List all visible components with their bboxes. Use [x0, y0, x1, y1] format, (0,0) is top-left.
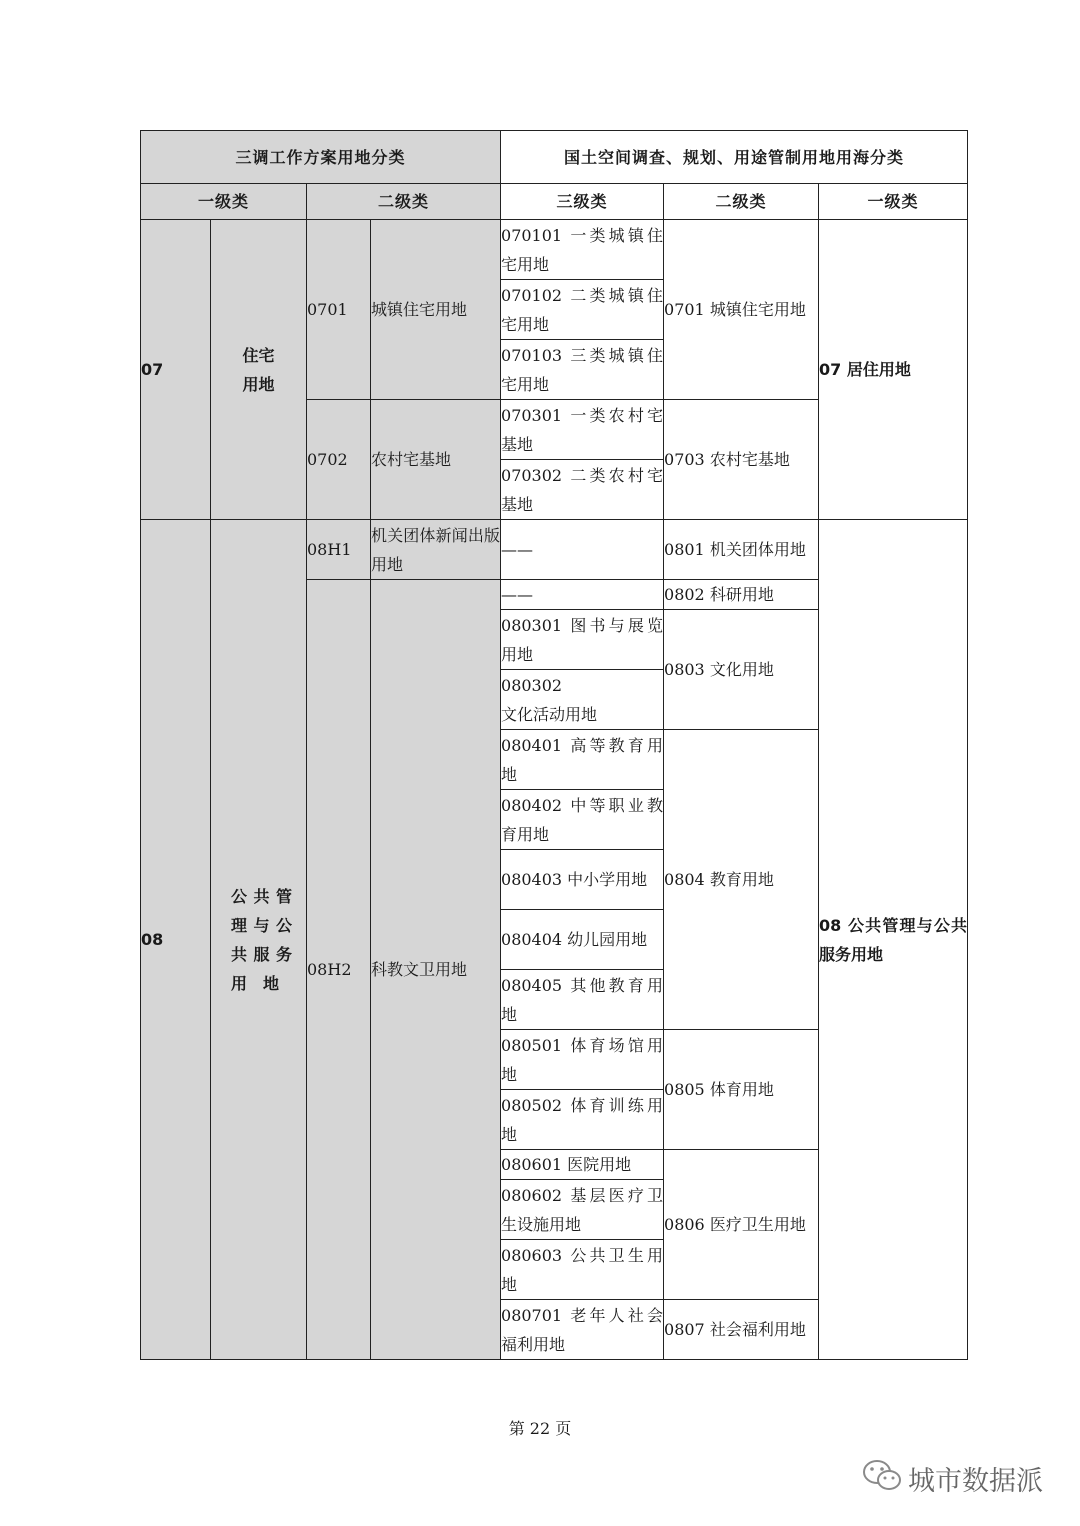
land-classification-table [140, 130, 968, 1360]
class-code-08: 08 [141, 520, 211, 1360]
l3-080603: 080603 公共卫生用地 [501, 1240, 664, 1300]
wechat-icon [862, 1458, 902, 1499]
sub-name-08H2: 科教文卫用地 [371, 580, 501, 1360]
l3-080405: 080405 其他教育用地 [501, 970, 664, 1030]
l3-080602: 080602 基层医疗卫生设施用地 [501, 1180, 664, 1240]
l3-080403: 080403 中小学用地 [501, 850, 664, 910]
l3-080502: 080502 体育训练用地 [501, 1090, 664, 1150]
l3-080501: 080501 体育场馆用地 [501, 1030, 664, 1090]
col-level2-right: 二级类 [664, 184, 819, 220]
l3-070302: 070302 二类农村宅基地 [501, 460, 664, 520]
sub-code-08H2: 08H2 [307, 580, 371, 1360]
sub-code-0701: 0701 [307, 220, 371, 400]
l3-080301: 080301 图书与展览用地 [501, 610, 664, 670]
l2-0802: 0802 科研用地 [664, 580, 819, 610]
col-level1-right: 一级类 [819, 184, 968, 220]
l2-0805: 0805 体育用地 [664, 1030, 819, 1150]
sub-code-08H1: 08H1 [307, 520, 371, 580]
left-section-title: 三调工作方案用地分类 [141, 131, 501, 184]
l3-080402: 080402 中等职业教育用地 [501, 790, 664, 850]
l2-0803: 0803 文化用地 [664, 610, 819, 730]
l3-080302: 080302 文化活动用地 [501, 670, 664, 730]
page-number: 第 22 页 [508, 1419, 572, 1438]
l2-0703: 0703 农村宅基地 [664, 400, 819, 520]
l2-0801: 0801 机关团体用地 [664, 520, 819, 580]
l3-070301: 070301 一类农村宅基地 [501, 400, 664, 460]
class-name-07: 住宅 用地 [211, 220, 307, 520]
l2-0806: 0806 医疗卫生用地 [664, 1150, 819, 1300]
l3-070103: 070103 三类城镇住宅用地 [501, 340, 664, 400]
class-name-08: 公共管理与公共服务用 地 [211, 520, 307, 1360]
l3-08H1-none: —— [501, 520, 664, 580]
col-level1-left: 一级类 [141, 184, 307, 220]
l1-08: 08 公共管理与公共服务用地 [819, 520, 968, 1360]
l2-0804: 0804 教育用地 [664, 730, 819, 1030]
sub-name-08H1: 机关团体新闻出版用地 [371, 520, 501, 580]
watermark [862, 1458, 1043, 1499]
l2-0701: 0701 城镇住宅用地 [664, 220, 819, 400]
sub-code-0702: 0702 [307, 400, 371, 520]
col-level3-right: 三级类 [501, 184, 664, 220]
l3-080404: 080404 幼儿园用地 [501, 910, 664, 970]
l3-080701: 080701 老年人社会福利用地 [501, 1300, 664, 1360]
right-section-title: 国土空间调查、规划、用途管制用地用海分类 [501, 131, 968, 184]
l3-080401: 080401 高等教育用地 [501, 730, 664, 790]
l3-070102: 070102 二类城镇住宅用地 [501, 280, 664, 340]
col-level2-left: 二级类 [307, 184, 501, 220]
sub-name-0701: 城镇住宅用地 [371, 220, 501, 400]
l2-0807: 0807 社会福利用地 [664, 1300, 819, 1360]
class-code-07: 07 [141, 220, 211, 520]
l1-07: 07 居住用地 [819, 220, 968, 520]
l3-070101: 070101 一类城镇住宅用地 [501, 220, 664, 280]
l3-080601: 080601 医院用地 [501, 1150, 664, 1180]
watermark-text: 城市数据派 [908, 1466, 1043, 1497]
l3-0802-none: —— [501, 580, 664, 610]
sub-name-0702: 农村宅基地 [371, 400, 501, 520]
